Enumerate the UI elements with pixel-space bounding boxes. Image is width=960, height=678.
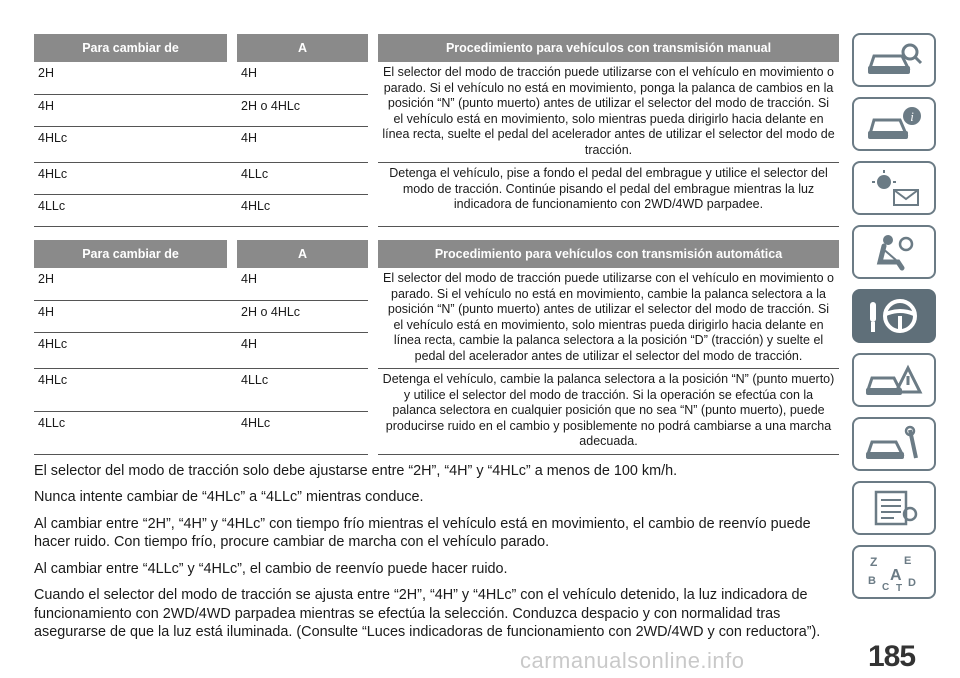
procedure-cell: El selector del modo de tracción puede utilizarse con el vehículo en movimiento o parado. Si el vehículo no está en movimiento, cambie la palanca selectora a la posición “N” (punto muerto) antes de utilizar el selector del modo de tracción. Si el vehículo está en movimiento, solo mientras pueda dirigirlo hacia delante en línea recta, cambie la palanca selectora a la posición “D” (tracción) y suelte el pedal del acelerador antes de utilizar el selector del modo de tracción.	[378, 268, 839, 369]
procedure-cell: El selector del modo de tracción puede utilizarse con el vehículo en movimiento o parado. Si el vehículo no está en movimiento, ponga la palanca de cambios en la posición “N” (punto muerto) antes de utilizar el selector del modo de tracción. Si el vehículo está en movimiento, solo mientras pueda dirigirlo hacia delante en línea recta, suelte el pedal del acelerador antes de utilizar el selector del modo de tracción.	[378, 62, 839, 163]
page-content	[34, 34, 839, 650]
note-paragraph: Cuando el selector del modo de tracción se ajusta entre “2H”, “4H” y “4HLc” con el vehículo detenido, la luz indicadora de funcionamiento con 2WD/4WD parpadea mientras se efectúa la selección. Conduzca despacio y con normalidad tras asegurarse de que la luz está iluminada. (Consulte “Luces indicadoras de funcionamiento con 2WD/4WD y con reductora”).	[34, 587, 821, 640]
chapter-tab-starting-driving[interactable]	[852, 289, 936, 343]
chapter-tab-specifications[interactable]	[852, 481, 936, 535]
table-row: 4HLc 4LLc Detenga el vehículo, pise a fondo el pedal del embrague y utilice el selector del modo de tracción. Continúe pisando el pedal del embrague mientras la luz indicadora de funcionamiento con 2WD/4WD parpadee.	[34, 163, 839, 195]
warning-light-message-icon	[864, 168, 924, 208]
svg-text:D: D	[908, 577, 916, 589]
car-accident-warning-icon	[864, 360, 924, 400]
car-search-icon	[864, 40, 924, 80]
header-to: A	[237, 240, 368, 268]
svg-text:A: A	[890, 567, 902, 584]
chapter-tab-car-search[interactable]	[852, 33, 936, 87]
note-paragraph: Al cambiar entre “2H”, “4H” y “4HLc” con tiempo frío mientras el vehículo está en movimiento, el cambio de reenvío puede hacer ruido. Con tiempo frío, procure cambiar de marcha con el vehículo parado.	[34, 515, 811, 550]
steering-wheel-key-icon	[864, 294, 924, 338]
watermark-text: carmanualsonline.info	[520, 648, 745, 673]
header-to: A	[237, 34, 368, 62]
svg-text:C: C	[882, 582, 890, 592]
table-row: 4HLc 4LLc Detenga el vehículo, cambie la palanca selectora a la posición “N” (punto muerto) y utilice el selector del modo de tracción. Si la operación se efectúa con la palanca selectora en cualquier posición que no sea “N” (punto muerto), puede producirse ruido en el cambio y posiblemente no podrá cambiarse a una marcha adecuada.	[34, 369, 839, 412]
table-row: 2H 4H El selector del modo de tracción puede utilizarse con el vehículo en movimiento o parado. Si el vehículo no está en movimiento, ponga la palanca de cambios en la posición “N” (punto muerto) antes de utilizar el selector del modo de tracción. Si el vehículo está en movimiento, solo mientras pueda dirigirlo hacia delante en línea recta, suelte el pedal del acelerador antes de utilizar el selector del modo de tracción.	[34, 62, 839, 94]
chapter-tab-maintenance[interactable]	[852, 417, 936, 471]
spec-list-icon	[864, 488, 924, 528]
svg-text:E: E	[904, 555, 912, 567]
chapter-tab-warning-lights[interactable]	[852, 161, 936, 215]
seat-airbag-icon	[864, 232, 924, 272]
chapter-tab-index[interactable]	[852, 545, 936, 599]
table-row: 4HLc 4H	[34, 127, 839, 163]
table-row: 4LLc 4HLc	[34, 195, 839, 227]
note-paragraph: El selector del modo de tracción solo debe ajustarse entre “2H”, “4H” y “4HLc” a menos de 100 km/h.	[34, 462, 678, 479]
table-row: 4HLc 4H	[34, 333, 839, 369]
note-paragraph: Al cambiar entre “4LLc” y “4HLc”, el cambio de reenvío puede hacer ruido.	[34, 560, 508, 577]
manual-transmission-table	[34, 34, 839, 227]
table-row: 4LLc 4HLc	[34, 411, 839, 454]
car-wrench-icon	[864, 424, 924, 464]
chapter-tab-emergency[interactable]	[852, 353, 936, 407]
procedure-cell: Detenga el vehículo, pise a fondo el pedal del embrague y utilice el selector del modo de tracción. Continúe pisando el pedal del embrague mientras la luz indicadora de funcionamiento con 2WD/4WD parpadee.	[378, 163, 839, 227]
header-procedure: Procedimiento para vehículos con transmisión automática	[378, 240, 839, 268]
page-number: 185	[868, 640, 916, 673]
svg-text:Z: Z	[870, 555, 878, 569]
car-info-icon	[864, 104, 924, 144]
header-from: Para cambiar de	[34, 34, 227, 62]
chapter-tab-car-info[interactable]	[852, 97, 936, 151]
procedure-cell: Detenga el vehículo, cambie la palanca selectora a la posición “N” (punto muerto) y utilice el selector del modo de tracción. Si la operación se efectúa con la palanca selectora en cualquier posición que no sea “N” (punto muerto), puede producirse ruido en el cambio y posiblemente no podrá cambiarse a una marcha adecuada.	[378, 369, 839, 455]
table-row: 4H 2H o 4HLc	[34, 300, 839, 333]
svg-text:B: B	[868, 575, 876, 587]
table-row: 4H 2H o 4HLc	[34, 94, 839, 127]
header-procedure: Procedimiento para vehículos con transmisión manual	[378, 34, 839, 62]
svg-text:i: i	[910, 109, 914, 124]
note-paragraph: Nunca intente cambiar de “4HLc” a “4LLc” mientras conduce.	[34, 489, 424, 505]
chapter-sidebar	[852, 33, 940, 609]
svg-text:T: T	[896, 583, 903, 592]
automatic-transmission-table	[34, 240, 839, 455]
alphabet-index-icon	[864, 552, 924, 592]
chapter-tab-safety[interactable]	[852, 225, 936, 279]
header-from: Para cambiar de	[34, 240, 227, 268]
table-row: 2H 4H El selector del modo de tracción puede utilizarse con el vehículo en movimiento o parado. Si el vehículo no está en movimiento, cambie la palanca selectora a la posición “N” (punto muerto) antes de utilizar el selector del modo de tracción. Si el vehículo está en movimiento, solo mientras pueda dirigirlo hacia delante en línea recta, cambie la palanca selectora a la posición “D” (tracción) y suelte el pedal del acelerador antes de utilizar el selector del modo de tracción.	[34, 268, 839, 300]
